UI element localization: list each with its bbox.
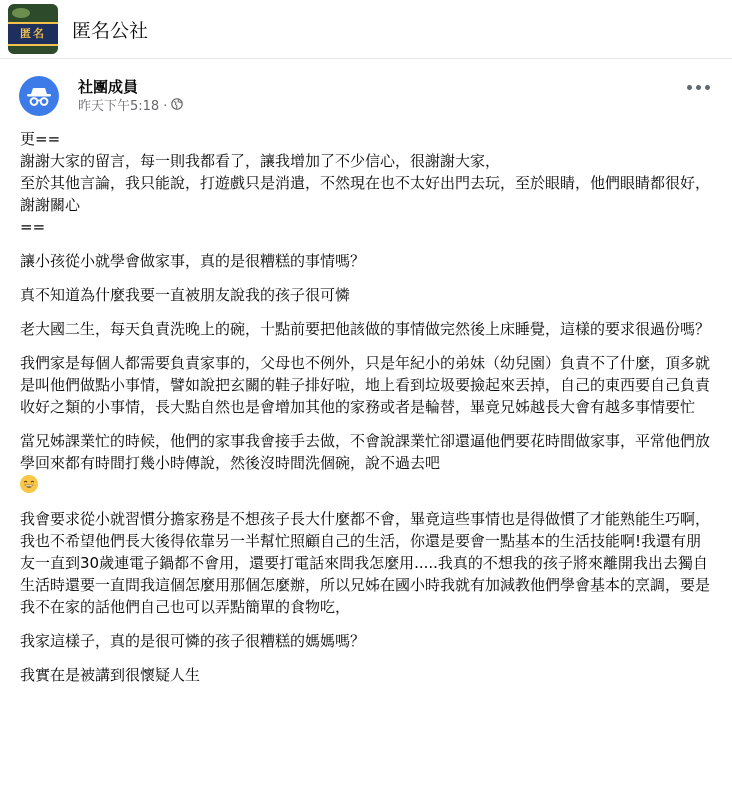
post-paragraph-with-emoji bbox=[20, 430, 716, 496]
more-dot bbox=[687, 85, 692, 90]
group-cover-thumbnail[interactable] bbox=[8, 4, 58, 54]
update-line: 謝謝大家的留言，每一則我都看了，讓我增加了不少信心，很謝謝大家， bbox=[20, 152, 501, 170]
meta-separator: · bbox=[163, 98, 168, 114]
post-paragraph: 我會要求從小就習慣分擔家務是不想孩子長大什麼都不會，畢竟這些事情也是得做慣了才能熟能生巧啊，我也不希望他們長大後得依靠另一半幫忙照顧自己的生活，你還是要會一點基本的生活技能啊!我還有朋友一直到30歲連電子鍋都不會用，還要打電話來問我怎麼用.....我真的不想我的孩子將來離開我出去獨自生活時還要一直問我這個怎麼用那個怎麼辦，所以兄姊在國小時我就有加減教他們學會基本的烹調，要是我不在家的話他們自己也可以弄點簡單的食物吃， bbox=[20, 510, 711, 616]
update-line: 更== bbox=[20, 130, 61, 148]
thumb-logo-text: 匿名 bbox=[8, 22, 58, 46]
update-line: 至於其他言論，我只能說，打遊戲只是消遣，不然現在也不太好出門去玩，至於眼睛，他們眼睛都很好，謝謝關心 bbox=[20, 174, 711, 214]
post-paragraph: 老大國二生，每天負責洗晚上的碗，十點前要把他該做的事情做完然後上床睡覺，這樣的要求很過份嗎？ bbox=[20, 320, 711, 338]
post-paragraph: 我實在是被講到很懷疑人生 bbox=[20, 666, 201, 684]
post-paragraph: 真不知道為什麼我要一直被朋友說我的孩子很可憐 bbox=[20, 286, 351, 304]
update-line: == bbox=[20, 218, 46, 236]
group-name[interactable]: 匿名公社 bbox=[72, 19, 149, 42]
grinning-emoji-icon bbox=[20, 475, 38, 493]
anonymous-member-icon[interactable] bbox=[19, 76, 59, 116]
post-paragraph: 我們家是每個人都需要負責家事的，父母也不例外，只是年紀小的弟妹（幼兒園）負責不了什麼，頂多就是叫他們做點小事情，譬如說把玄關的鞋子排好啦，地上看到垃圾要撿起來丟掉，自己的東西要自己負責收好之類的小事情，長大點自然也是會增加其他的家務或者是輪替，畢竟兄姊越長大會有越多事情要忙 bbox=[20, 354, 711, 416]
thumb-decoration bbox=[12, 8, 30, 18]
more-dot bbox=[696, 85, 701, 90]
group-header bbox=[0, 0, 732, 59]
post-body bbox=[0, 116, 732, 686]
update-note bbox=[20, 128, 716, 238]
author-block bbox=[78, 77, 183, 116]
post-paragraph: 當兄姊課業忙的時候，他們的家事我會接手去做，不會說課業忙卻還逼他們要花時間做家事，平常他們放學回來都有時間打幾小時傳說，然後沒時間洗個碗，說不過去吧 bbox=[20, 432, 711, 472]
more-options-icon[interactable] bbox=[687, 85, 710, 90]
post-meta bbox=[78, 98, 183, 116]
post-paragraph: 讓小孩從小就學會做家事，真的是很糟糕的事情嗎？ bbox=[20, 252, 366, 270]
post-paragraph: 我家這樣子，真的是很可憐的孩子很糟糕的媽媽嗎？ bbox=[20, 632, 366, 650]
more-dot bbox=[705, 85, 710, 90]
author-name[interactable]: 社團成員 bbox=[78, 77, 139, 96]
post-timestamp[interactable]: 昨天下午5:18 bbox=[78, 98, 160, 114]
globe-icon bbox=[171, 98, 183, 116]
post-header bbox=[0, 59, 732, 116]
